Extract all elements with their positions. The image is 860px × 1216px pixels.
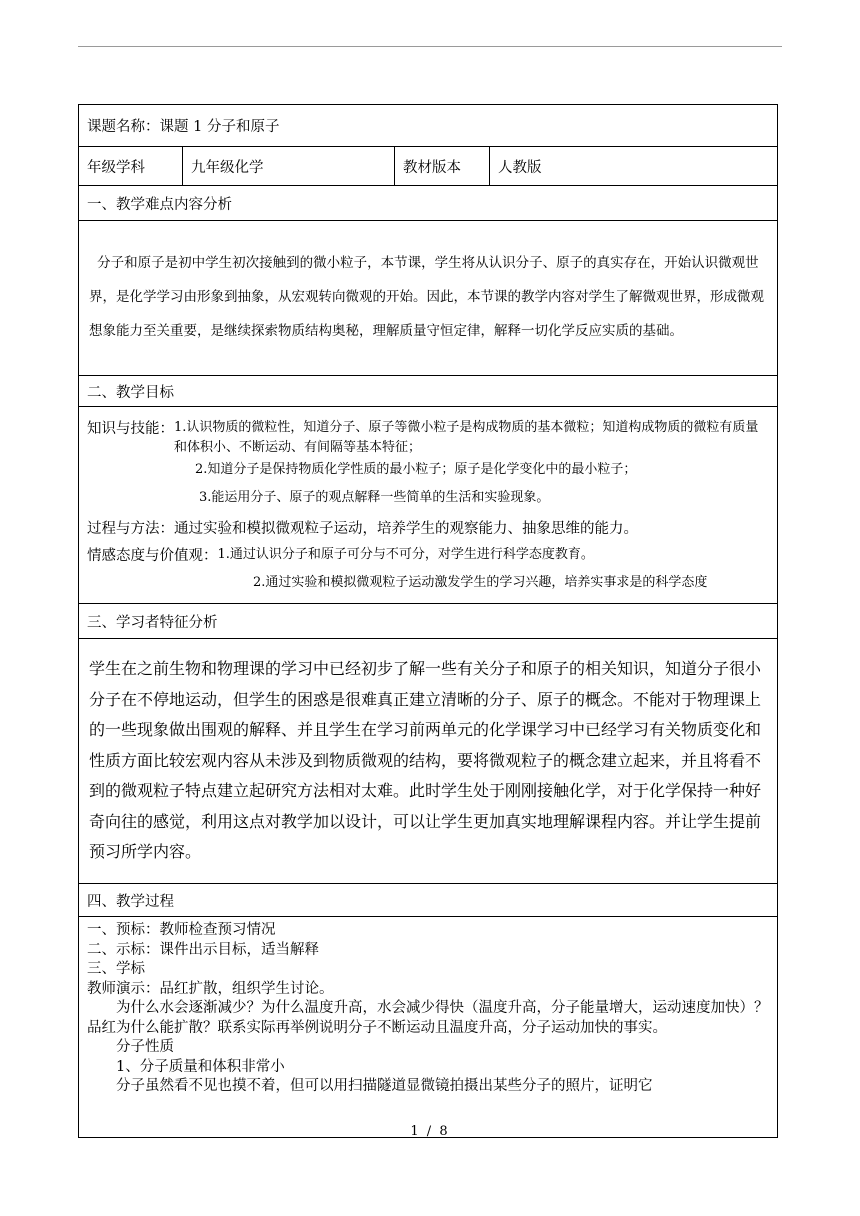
process-paragraph: 为什么水会逐渐减少？为什么温度升高，水会减少得快（温度升高，分子能量增大，运动速度加快）？品红为什么能扩散？联系实际再举例说明分子不断运动且温度升高，分子运动加快的事实。 (87, 1000, 769, 1036)
emotion-item: 1.通过认识分子和原子可分与不可分，对学生进行科学态度教育。 (217, 547, 594, 562)
process-line: 分子性质 (116, 1039, 174, 1055)
header-rule (78, 46, 782, 47)
emotion-label: 情感态度与价值观： (87, 548, 218, 564)
section1-heading: 一、教学难点内容分析 (79, 186, 778, 221)
teaching-goals (79, 407, 778, 604)
section1-heading-row (79, 186, 778, 221)
process-line: 分子虽然看不见也摸不着，但可以用扫描隧道显微镜拍摄出某些分子的照片，证明它 (116, 1078, 653, 1094)
section3-heading: 三、学习者特征分析 (79, 604, 778, 639)
section2-heading-row (79, 376, 778, 407)
section2-body-row (79, 407, 778, 604)
edition-label: 教材版本 (395, 147, 490, 186)
knowledge-item: 1.认识物质的微粒性，知道分子、原子等微小粒子是构成物质的基本微粒；知道构成物质的微粒有质量和体积小、不断运动、有间隔等基本特征； (174, 420, 759, 455)
section1-body-row (79, 221, 778, 376)
knowledge-item: 3.能运用分子、原子的观点解释一些简单的生活和实验现象。 (199, 490, 550, 505)
teaching-process (79, 917, 778, 1138)
section4-body-row (79, 917, 778, 1138)
section2-heading: 二、教学目标 (79, 376, 778, 407)
lesson-plan-table (78, 104, 778, 1138)
section3-body-row (79, 639, 778, 884)
lesson-title: 课题名称：课题 1 分子和原子 (79, 105, 778, 147)
process-line: 教师演示：品红扩散，组织学生讨论。 (87, 980, 334, 997)
process-line: 三、学标 (87, 961, 145, 977)
edition-value: 人教版 (490, 147, 778, 186)
process-line: 1、分子质量和体积非常小 (116, 1058, 285, 1075)
page-number: 1 / 8 (410, 1124, 450, 1139)
section3-text: 学生在之前生物和物理课的学习中已经初步了解一些有关分子和原子的相关知识，知道分子很小分子在不停地运动，但学生的困惑是很难真正建立清晰的分子、原子的概念。不能对于物理课上的一些现象做出围观的解释、并且学生在学习前两单元的化学课学习中已经学习有关物质变化和性质方面比较宏观内容从未涉及到物质微观的结构，要将微观粒子的概念建立起来，并且将看不到的微观粒子特点建立起研究方法相对太难。此时学生处于刚刚接触化学，对于化学保持一种好奇向往的感觉，利用这点对教学加以设计，可以让学生更加真实地理解课程内容。并让学生提前预习所学内容。 (79, 639, 778, 884)
emotion-item: 2.通过实验和模拟微观粒子运动激发学生的学习兴趣，培养实事求是的科学态度 (253, 575, 708, 590)
knowledge-goal (87, 417, 769, 458)
section4-heading: 四、教学过程 (79, 884, 778, 917)
section4-heading-row (79, 884, 778, 917)
emotion-goal (87, 544, 769, 565)
section3-heading-row (79, 604, 778, 639)
knowledge-item: 2.知道分子是保持物质化学性质的最小粒子；原子是化学变化中的最小粒子； (195, 462, 637, 477)
process-line: 一、预标：教师检查预习情况 (87, 922, 276, 938)
grade-subject-value: 九年级化学 (183, 147, 395, 186)
grade-subject-label: 年级学科 (79, 147, 183, 186)
title-row (79, 105, 778, 147)
knowledge-label: 知识与技能： (87, 421, 174, 437)
info-row (79, 147, 778, 186)
section1-text: 分子和原子是初中学生初次接触到的微小粒子，本节课，学生将从认识分子、原子的真实存在，开始认识微观世界，是化学学习由形象到抽象，从宏观转向微观的开始。因此，本节课的教学内容对学生了解微观世界，形成微观想象能力至关重要，是继续探索物质结构奥秘，理解质量守恒定律，解释一切化学反应实质的基础。 (79, 221, 778, 376)
process-line: 二、示标：课件出示目标，适当解释 (87, 941, 319, 958)
process-goal: 过程与方法：通过实验和模拟微观粒子运动，培养学生的观察能力、抽象思维的能力。 (87, 521, 638, 537)
